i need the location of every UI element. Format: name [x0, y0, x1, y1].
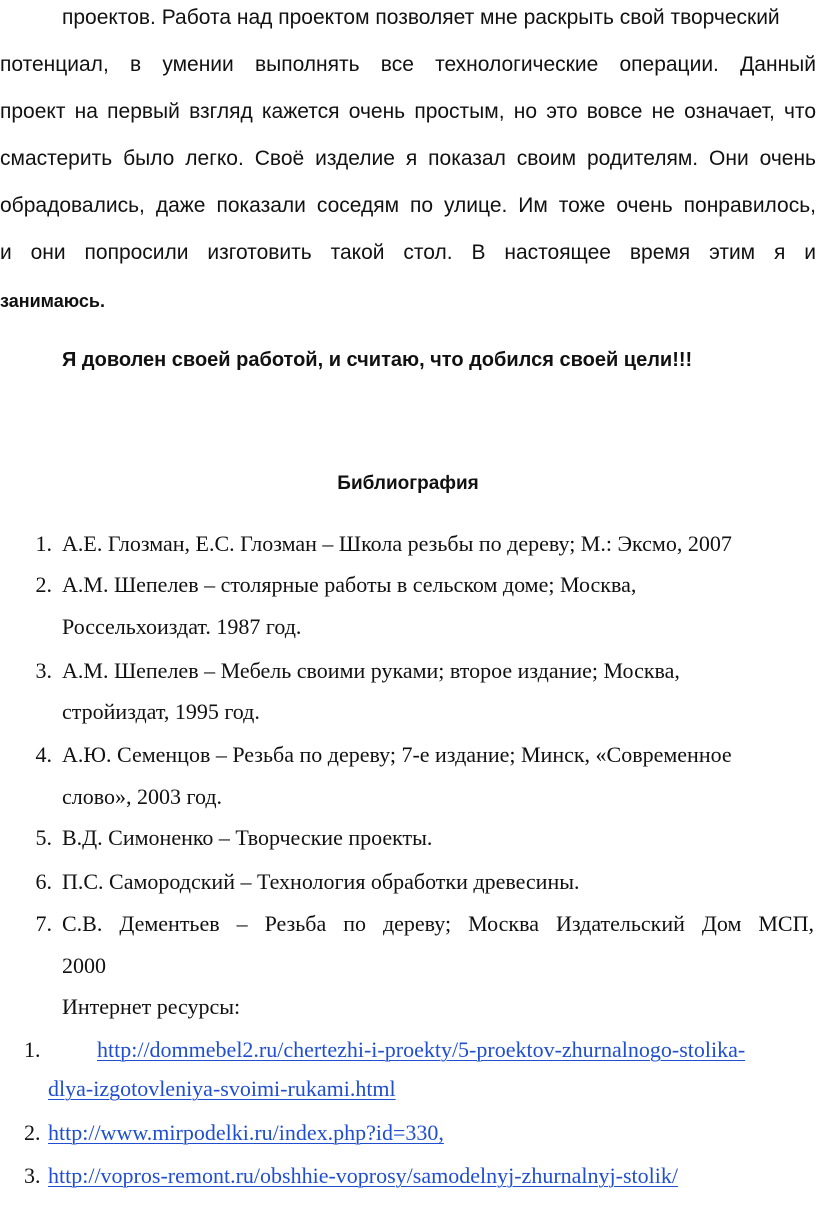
essay-line: проектов. Работа над проектом позволяет мне раскрыть свой творческий — [62, 6, 780, 29]
essay-line: и они попросили изготовить такой стол. В настоящее время этим я и — [0, 241, 816, 264]
internet-resources-title: Интернет ресурсы: — [62, 994, 241, 1019]
list-item-number: 1. — [35, 531, 52, 556]
list-item: А.М. Шепелев – столярные работы в сельском доме; Москва, — [62, 572, 637, 597]
list-item-number: 4. — [35, 742, 52, 767]
list-item-continuation: Россельхоиздат. 1987 год. — [62, 614, 302, 639]
link-dommebel2-continuation[interactable]: dlya-izgotovleniya-svoimi-rukami.html — [48, 1076, 396, 1101]
list-item-number: 3. — [35, 658, 52, 683]
link-number: 1. — [24, 1037, 41, 1062]
essay-line: проект на первый взгляд кажется очень простым, но это вовсе не означает, что — [0, 100, 816, 123]
essay-line: смастерить было легко. Своё изделие я показал своим родителям. Они очень — [0, 147, 816, 170]
list-item-number: 2. — [35, 572, 52, 597]
list-item: В.Д. Симоненко – Творческие проекты. — [62, 825, 433, 850]
list-item-number: 6. — [35, 869, 52, 894]
list-item: А.М. Шепелев – Мебель своими руками; второе издание; Москва, — [62, 658, 680, 683]
list-item-continuation: 2000 — [62, 953, 106, 978]
link-number: 3. — [24, 1163, 41, 1188]
link-number: 2. — [24, 1120, 41, 1145]
bibliography-heading: Библиография — [337, 473, 479, 494]
link-vopros-remont[interactable]: http://vopros-remont.ru/obshhie-voprosy/samodelnyj-zhurnalnyj-stolik/ — [48, 1163, 678, 1188]
essay-line: занимаюсь. — [0, 291, 105, 311]
list-item-number: 5. — [35, 825, 52, 850]
link-mirpodelki[interactable]: http://www.mirpodelki.ru/index.php?id=330, — [48, 1120, 444, 1145]
list-item: А.Ю. Семенцов – Резьба по дереву; 7-е издание; Минск, «Современное — [62, 742, 732, 767]
list-item: А.Е. Глозман, Е.С. Глозман – Школа резьбы по дереву; М.: Эксмо, 2007 — [62, 531, 732, 556]
conclusion-text: Я доволен своей работой, и считаю, что добился своей цели!!! — [62, 349, 693, 371]
list-item: С.В. Дементьев – Резьба по дереву; Москва Издательский Дом МСП, — [62, 911, 814, 936]
list-item-number: 7. — [35, 911, 52, 936]
essay-line: потенциал, в умении выполнять все технологические операции. Данный — [0, 53, 816, 76]
list-item: П.С. Самородский – Технология обработки древесины. — [62, 869, 580, 894]
list-item-continuation: стройиздат, 1995 год. — [62, 699, 260, 724]
link-dommebel2[interactable]: http://dommebel2.ru/chertezhi-i-proekty/5-proektov-zhurnalnogo-stolika- — [97, 1037, 746, 1062]
list-item-continuation: слово», 2003 год. — [62, 784, 223, 809]
essay-line: обрадовались, даже показали соседям по улице. Им тоже очень понравилось, — [0, 194, 816, 217]
